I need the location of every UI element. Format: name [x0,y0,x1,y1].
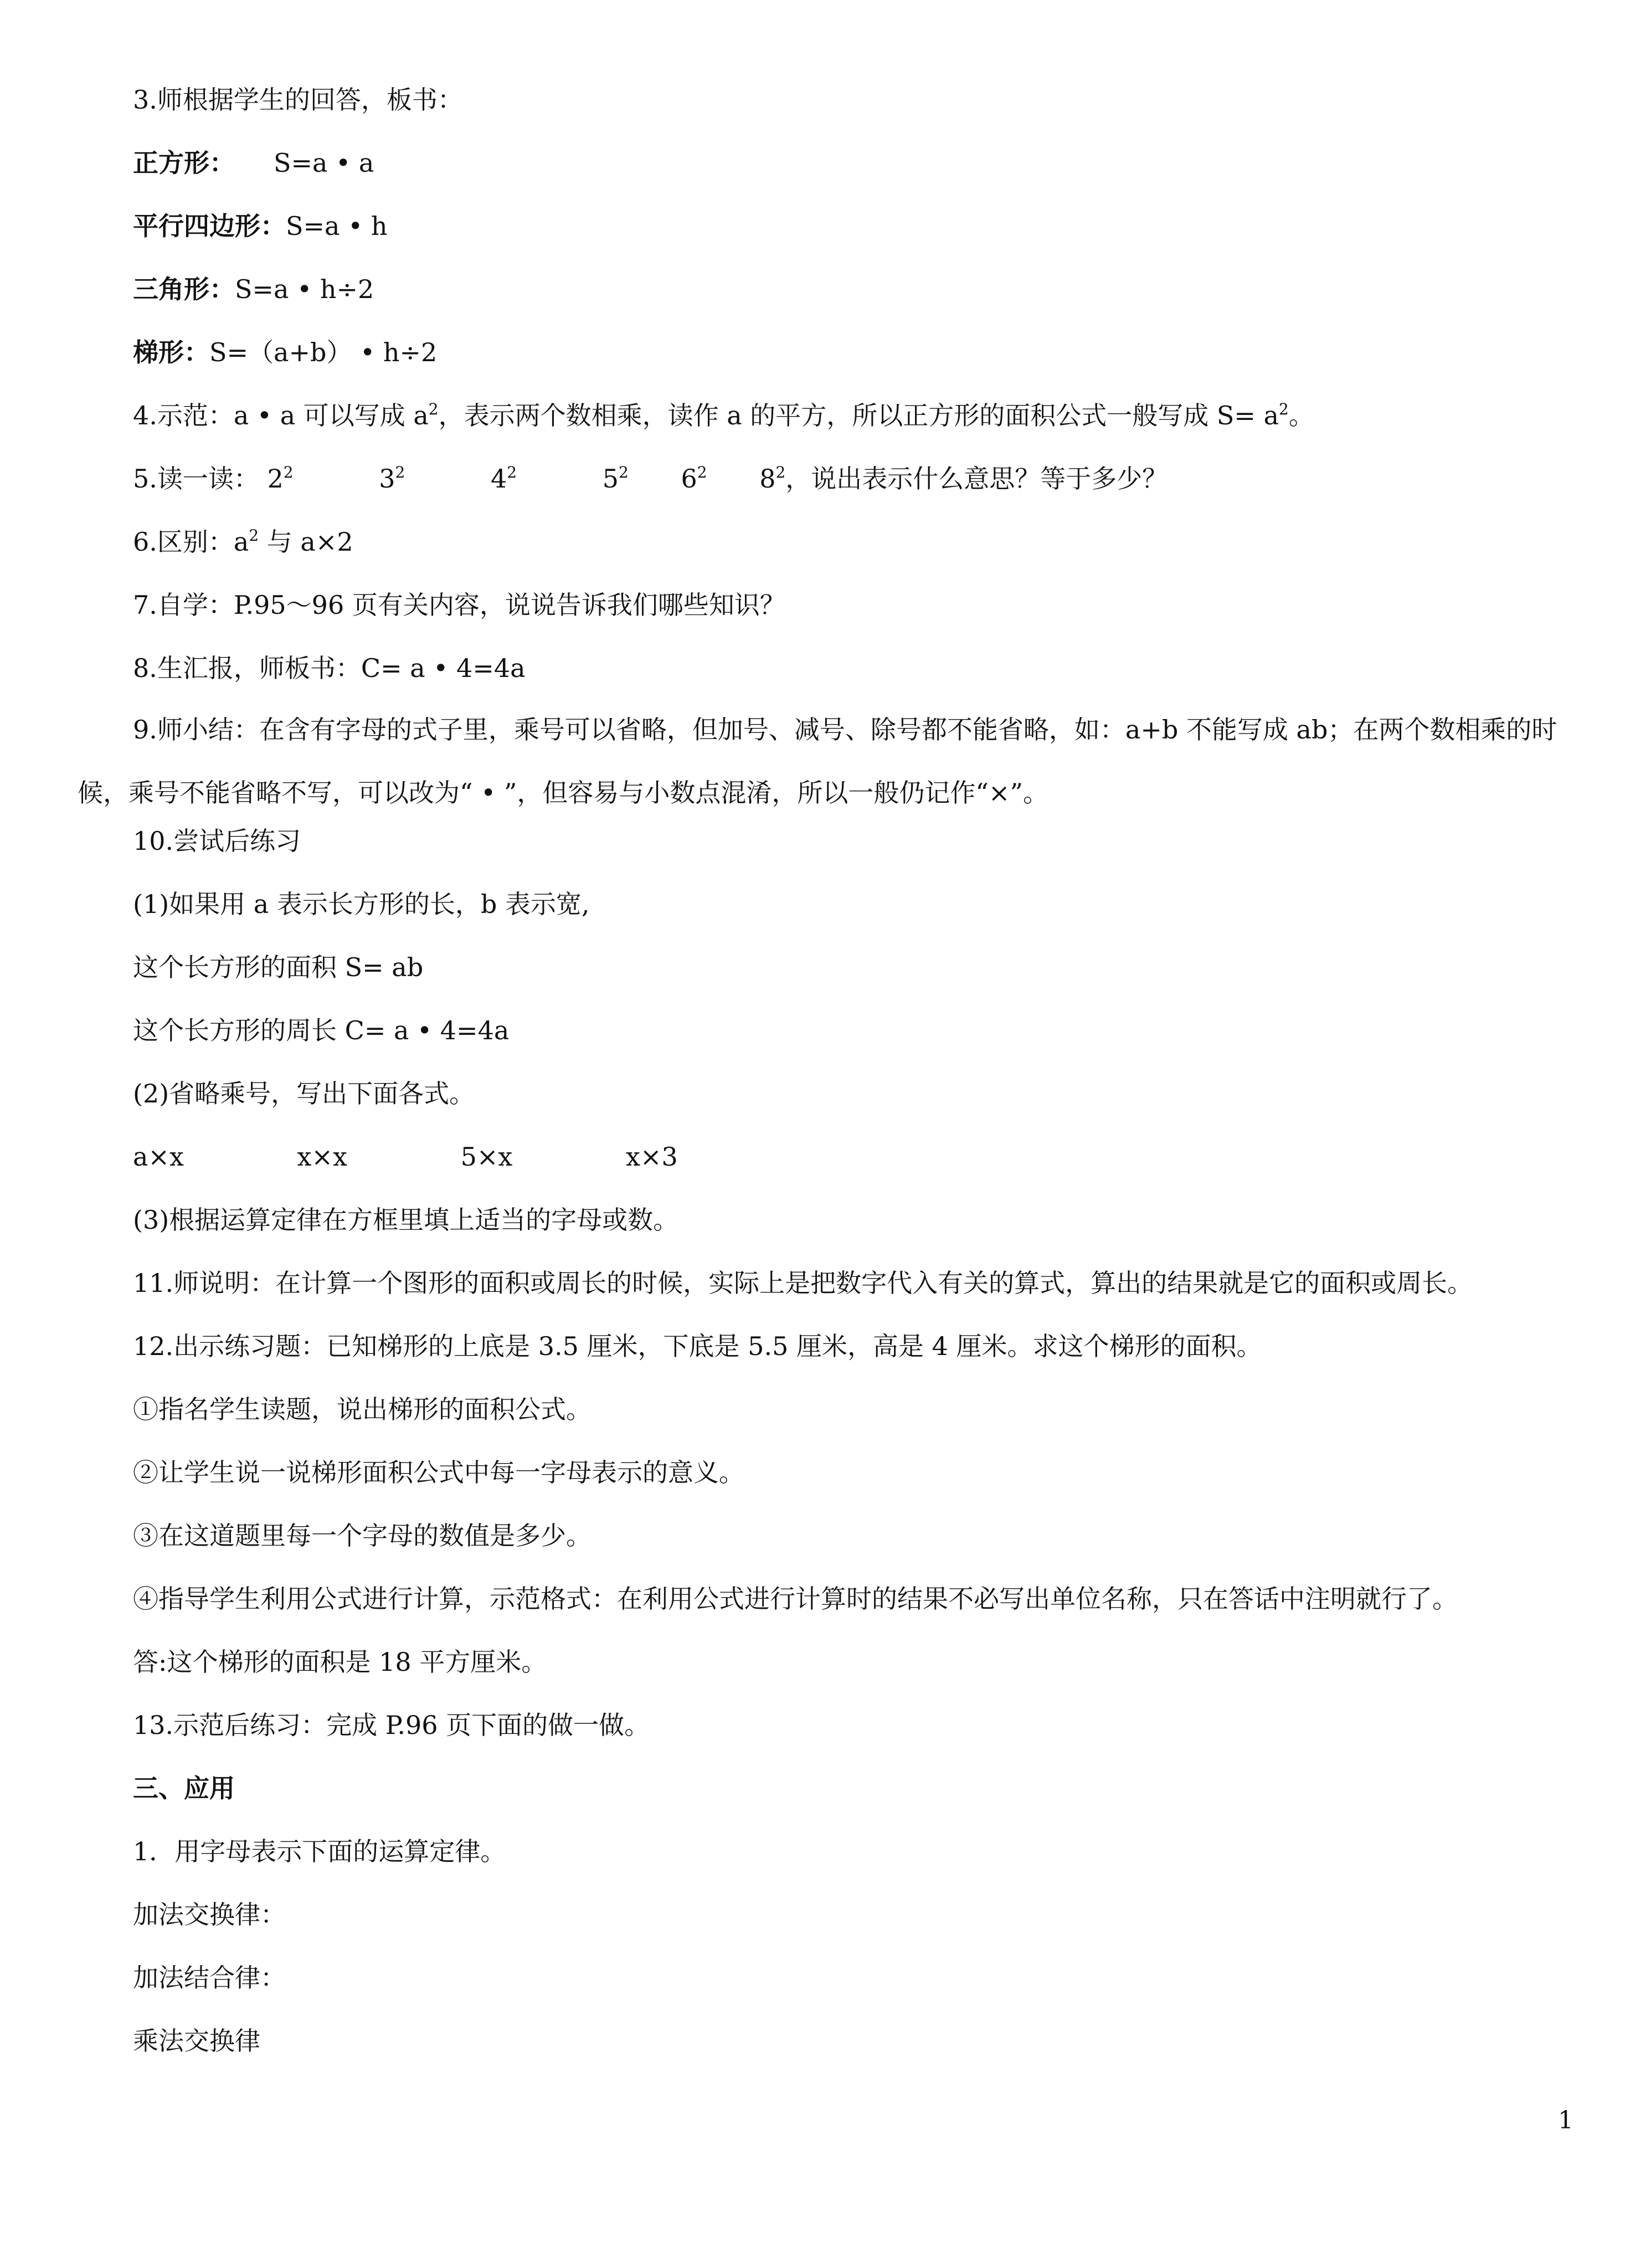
step-10-line: 10.尝试后练习 [133,826,301,856]
rectangle-area-line: 这个长方形的面积 S= ab [133,952,424,982]
rectangle-perimeter-line: 这个长方形的周长 C= a • 4=4a [133,1015,510,1045]
exercise-3-line: (3)根据运算定律在方框里填上适当的字母或数。 [133,1205,679,1235]
page-number: 1 [1558,2106,1573,2134]
step-9-text: 9.师小结：在含有字母的式子里，乘号可以省略，但加号、减号、除号都不能省略，如：a+b 不能写成 ab；在两个数相乘的时候，乘号不能省略不写，可以改为“ • ”，但容易与小数点混淆，所以一般仍记作“×”。 [78,715,1557,808]
square-number-6: $6^2$ [681,463,707,494]
parallelogram-label: 平行四边形： [133,211,286,241]
step-5-suffix: ，说出表示什么意思？等于多少？ [785,464,1168,494]
step-6-line [133,525,353,558]
substep-3-line: ③在这道题里每一个字母的数值是多少。 [133,1521,592,1551]
step-11-line: 11.师说明：在计算一个图形的面积或周长的时候，实际上是把数字代入有关的算式，算出的结果就是它的面积或周长。 [133,1268,1473,1298]
square-formula: S=a • a [274,148,374,178]
expressions-line [133,1140,678,1173]
multiplication-commutative-line: 乘法交换律 [133,2026,260,2056]
step-6-text-b: 与 a×2 [259,527,353,557]
step-5-line [133,462,1167,495]
square-number-4: $4^2$ [490,463,517,494]
square-number-3: $3^2$ [379,463,405,494]
step-5-prefix: 5.读一读： [133,464,259,494]
step-4-text-c: 。 [1288,401,1314,430]
answer-line: 答:这个梯形的面积是 18 平方厘米。 [133,1647,547,1677]
application-1-line: 1．用字母表示下面的运算定律。 [133,1836,506,1866]
step-6-text-a: 6.区别：a [133,527,249,557]
square-number-2: $2^2$ [267,463,294,494]
step-13-line: 13.示范后练习：完成 P.96 页下面的做一做。 [133,1710,650,1740]
substep-1-line: ①指名学生读题，说出梯形的面积公式。 [133,1394,592,1424]
step-4-sup-a: 2 [428,400,439,418]
substep-4-line: ④指导学生利用公式进行计算，示范格式：在利用公式进行计算时的结果不必写出单位名称，只在答话中注明就行了。 [133,1584,1458,1614]
exercise-2-line: (2)省略乘号，写出下面各式。 [133,1079,475,1109]
square-formula-line [133,146,374,179]
step-4-sup-b: 2 [1279,400,1289,418]
section-heading-application: 三、应用 [133,1773,235,1803]
square-number-5: $5^2$ [602,463,629,494]
triangle-formula: S=a • h÷2 [235,274,374,304]
triangle-formula-line [133,273,374,306]
step-6-sup: 2 [249,526,259,545]
expression-3: 5×x [460,1142,513,1172]
trapezoid-formula: S=（a+b） • h÷2 [209,337,438,367]
addition-commutative-line: 加法交换律： [133,1900,286,1930]
expression-4: x×3 [626,1142,678,1172]
step-9-paragraph [78,698,1584,824]
trapezoid-formula-line [133,336,437,369]
step-3-line: 3.师根据学生的回答，板书： [133,85,463,115]
step-12-line: 12.出示练习题：已知梯形的上底是 3.5 厘米，下底是 5.5 厘米，高是 4 厘米。求这个梯形的面积。 [133,1331,1262,1361]
square-number-8: $8^2$ [759,463,786,494]
trapezoid-label: 梯形： [133,337,209,367]
addition-associative-line: 加法结合律： [133,1963,286,1993]
substep-2-line: ②让学生说一说梯形面积公式中每一字母表示的意义。 [133,1458,744,1487]
step-4-text-a: 4.示范：a • a 可以写成 a [133,401,429,430]
expression-2: x×x [297,1142,347,1172]
step-4-line [133,399,1314,432]
expression-1: a×x [133,1142,184,1172]
parallelogram-formula-line [133,209,387,243]
step-7-line: 7.自学：P.95～96 页有关内容，说说告诉我们哪些知识？ [133,590,785,620]
step-8-line: 8.生汇报，师板书：C= a • 4=4a [133,653,526,683]
step-4-text-b: ，表示两个数相乘，读作 a 的平方，所以正方形的面积公式一般写成 S= a [438,401,1279,430]
parallelogram-formula: S=a • h [286,211,388,241]
exercise-1-line: (1)如果用 a 表示长方形的长，b 表示宽, [133,889,590,919]
square-label: 正方形： [133,148,235,178]
triangle-label: 三角形： [133,274,235,304]
